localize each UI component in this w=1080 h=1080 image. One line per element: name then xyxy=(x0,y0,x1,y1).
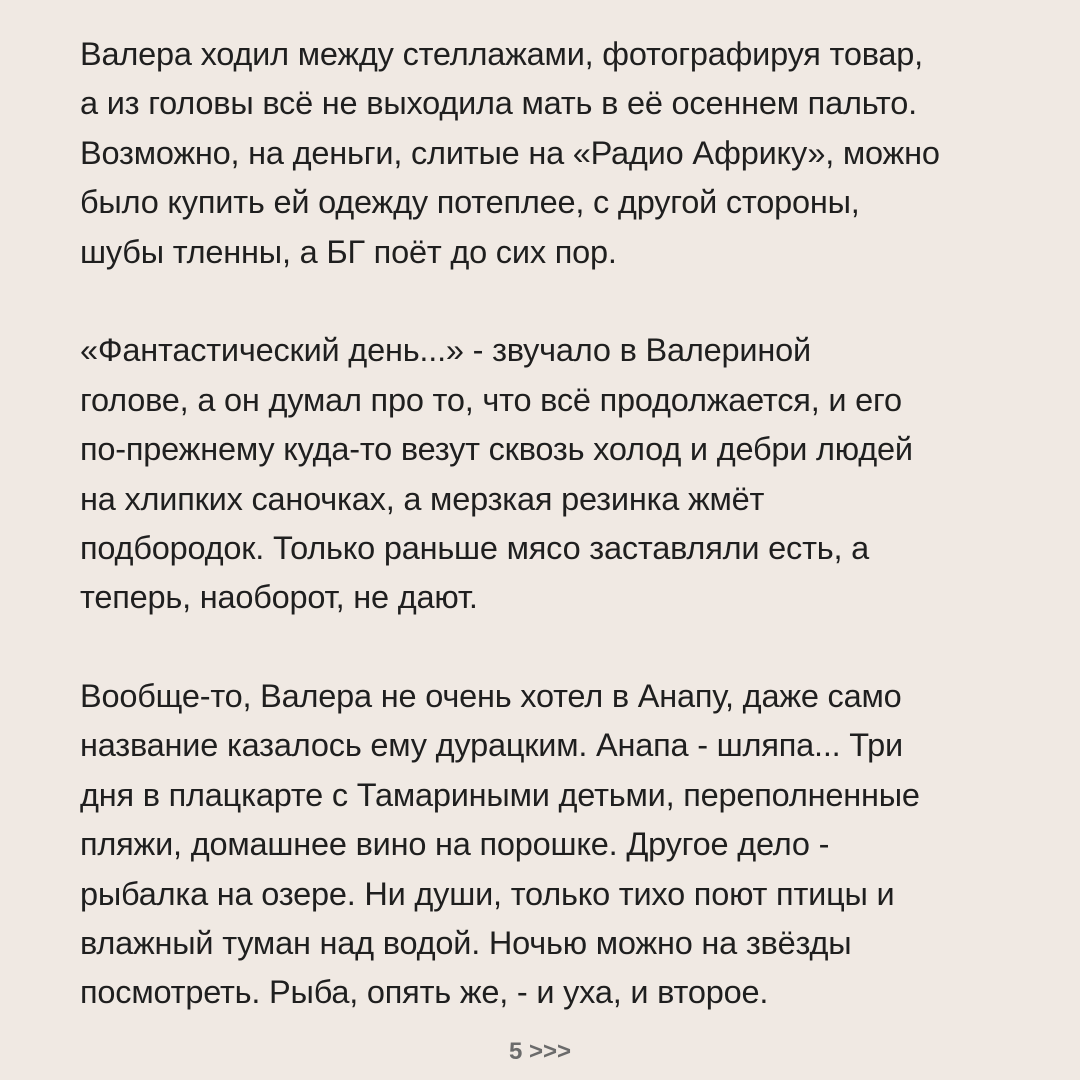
text-line: Вообще-то, Валера не очень хотел в Анапу, даже само xyxy=(80,678,902,715)
text-line: было купить ей одежду потеплее, с другой стороны, xyxy=(80,184,860,221)
paragraph-gap xyxy=(80,623,1060,672)
paragraph-3 xyxy=(80,672,1060,1018)
paragraph-gap xyxy=(80,277,1060,326)
story-text xyxy=(80,30,1060,1018)
text-line: рыбалка на озере. Ни души, только тихо поют птицы и xyxy=(80,875,895,912)
text-line: на хлипких саночках, а мерзкая резинка жмёт xyxy=(80,480,765,517)
text-line: посмотреть. Рыба, опять же, - и уха, и второе. xyxy=(80,974,769,1011)
text-line: теперь, наоборот, не дают. xyxy=(80,579,478,616)
paragraph-2 xyxy=(80,326,1060,622)
text-line: влажный туман над водой. Ночью можно на звёзды xyxy=(80,925,852,962)
text-line: подбородок. Только раньше мясо заставляли есть, а xyxy=(80,529,870,566)
text-line: голове, а он думал про то, что всё продолжается, и его xyxy=(80,381,902,418)
text-line: дня в плацкарте с Тамариными детьми, переполненные xyxy=(80,776,920,813)
paragraph-1 xyxy=(80,30,1060,277)
text-line: Валера ходил между стеллажами, фотографируя товар, xyxy=(80,36,923,72)
text-line: по-прежнему куда-то везут сквозь холод и дебри людей xyxy=(80,431,913,468)
text-line: пляжи, домашнее вино на порошке. Другое дело - xyxy=(80,826,830,863)
page-indicator: 5 >>> xyxy=(508,1038,572,1065)
text-line: Возможно, на деньги, слитые на «Радио Африку», можно xyxy=(80,134,940,171)
text-line: «Фантастический день...» - звучало в Валериной xyxy=(80,332,811,369)
text-line: шубы тленны, а БГ поёт до сих пор. xyxy=(80,233,617,270)
text-line: название казалось ему дурацким. Анапа - шляпа... Три xyxy=(80,727,903,764)
text-line: а из головы всё не выходила мать в её осеннем пальто. xyxy=(80,85,917,122)
